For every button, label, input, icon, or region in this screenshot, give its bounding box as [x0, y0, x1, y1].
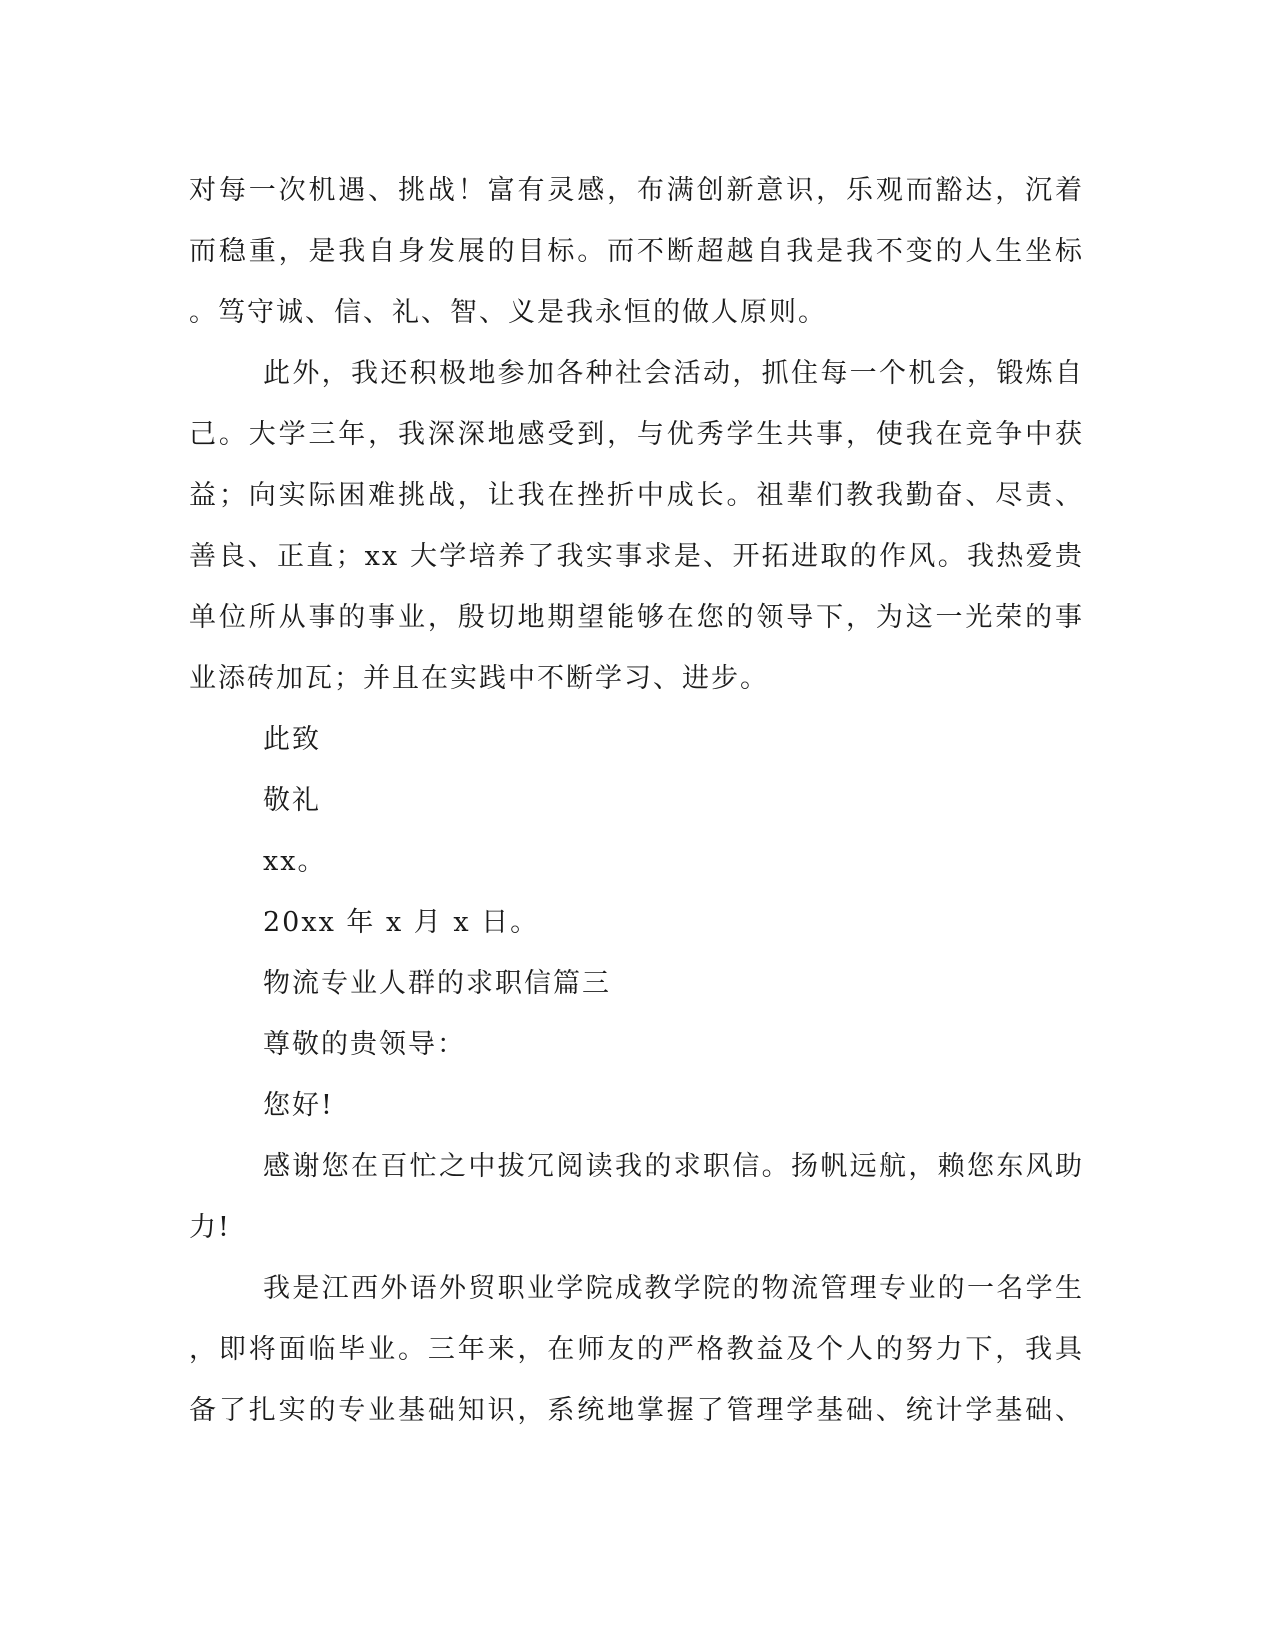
text-line: 感谢您在百忙之中拔冗阅读我的求职信。扬帆远航，赖您东风助: [263, 1151, 1084, 1182]
text-line: 对每一次机遇、挑战！富有灵感，布满创新意识，乐观而豁达，沉着: [189, 175, 1084, 206]
text-line: 物流专业人群的求职信篇三: [263, 968, 611, 999]
text-line: 单位所从事的事业，殷切地期望能够在您的领导下，为这一光荣的事: [189, 602, 1084, 633]
text-line: 20xx 年 x 月 x 日。: [263, 907, 540, 938]
text-line: 此致: [263, 724, 321, 755]
text-line: 善良、正直；xx 大学培养了我实事求是、开拓进取的作风。我热爱贵: [189, 541, 1084, 572]
text-line: 尊敬的贵领导：: [263, 1029, 466, 1060]
text-line: 而稳重，是我自身发展的目标。而不断超越自我是我不变的人生坐标: [189, 236, 1084, 267]
text-line: ，即将面临毕业。三年来，在师友的严格教益及个人的努力下，我具: [189, 1334, 1084, 1365]
text-line: 益；向实际困难挑战，让我在挫折中成长。祖辈们教我勤奋、尽责、: [189, 480, 1084, 511]
text-line: 此外，我还积极地参加各种社会活动，抓住每一个机会，锻炼自: [263, 358, 1084, 389]
text-line: 敬礼: [263, 785, 321, 816]
text-line: 备了扎实的专业基础知识，系统地掌握了管理学基础、统计学基础、: [189, 1395, 1084, 1426]
text-line: 我是江西外语外贸职业学院成教学院的物流管理专业的一名学生: [263, 1273, 1084, 1304]
text-line: 业添砖加瓦；并且在实践中不断学习、进步。: [189, 663, 769, 694]
letter-body: [189, 160, 1084, 1441]
text-line: 力!: [189, 1212, 231, 1243]
text-line: 。笃守诚、信、礼、智、义是我永恒的做人原则。: [189, 297, 827, 328]
text-line: 己。大学三年，我深深地感受到，与优秀学生共事，使我在竞争中获: [189, 419, 1084, 450]
text-line: xx。: [263, 846, 327, 877]
text-line: 您好!: [263, 1090, 334, 1121]
